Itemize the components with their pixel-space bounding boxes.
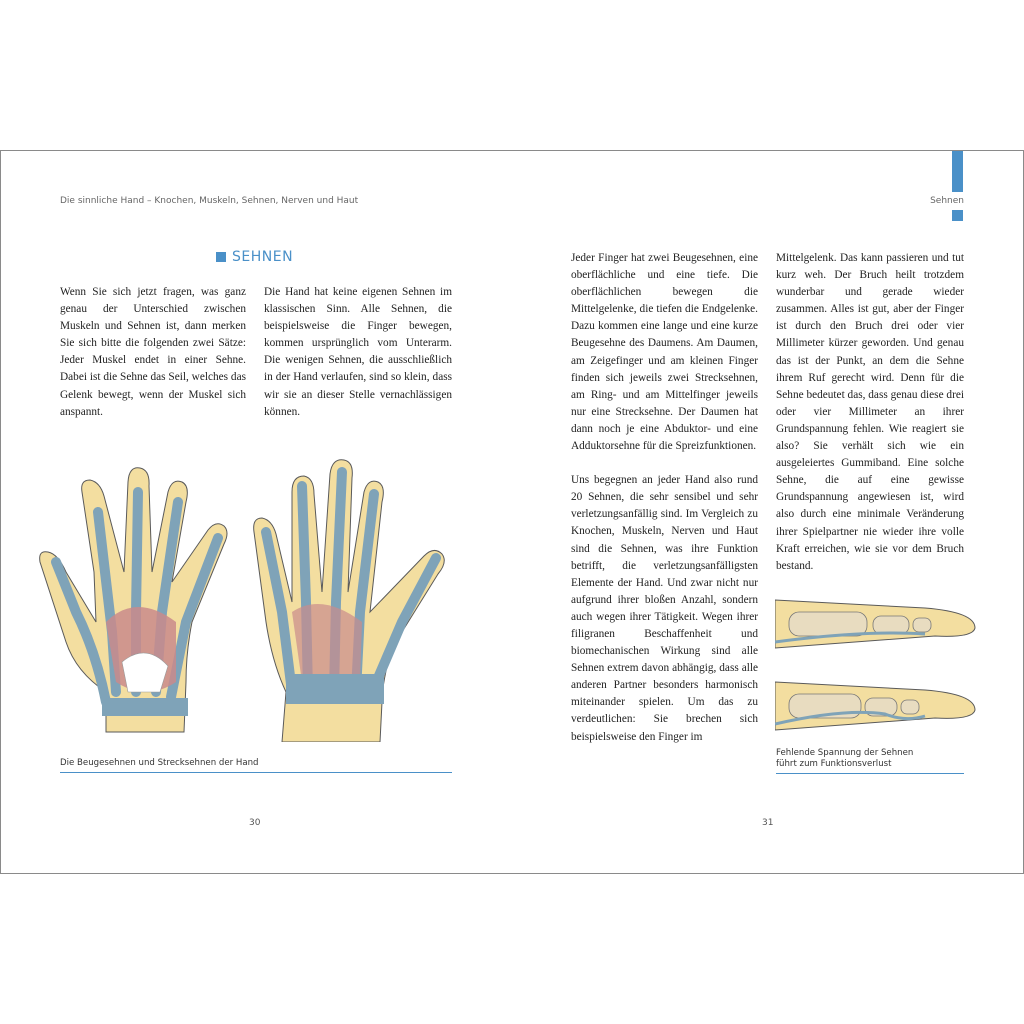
finger-tendon-illustration <box>775 590 977 740</box>
text-column-1 <box>60 284 246 421</box>
text-column-3 <box>571 250 758 746</box>
page-number-right: 31 <box>762 818 774 828</box>
figure-caption-fingers <box>776 748 964 770</box>
chapter-square-marker <box>952 210 963 221</box>
dorsal-view-hand <box>254 460 445 742</box>
paragraph: Die Hand hat keine eigenen Sehnen im klassischen Sinn. Alle Sehnen, die beispielsweise die Finger bewegen, kommen ursprünglich vom Unterarm. Die wenigen Sehnen, die ausschließlich in der Hand verlaufen, sind so klein, dass wir sie an dieser Stelle vernachlässigen können. <box>264 286 452 418</box>
section-square-icon <box>216 252 226 262</box>
paragraph: Jeder Finger hat zwei Beugesehnen, eine oberflächliche und eine tiefe. Die oberflächlichen bewegen die Mittelgelenke, die tiefen die Endgelenke. Dazu kommen eine lange und eine kurze Beugesehne des Daumens. Am Daumen, am Zeigefinger und am kleinen Finger finden sich jeweils zwei Strecksehnen, am Ring- und am Mittelfinger jeweils nur eine Strecksehne. Der Daumen hat dann noch je eine Abduktor- und eine Adduktorsehne für die Spreizfunktionen. <box>571 252 758 453</box>
caption-line: Fehlende Spannung der Sehnen <box>776 748 914 758</box>
paragraph: Uns begegnen an jeder Hand also rund 20 Sehnen, die sehr sensibel und sehr verletzungsanfällig sind. Im Vergleich zu Knochen, Muskeln, Nerven und Haut sind die Sehnen, was ihre Funktion betrifft, die verletzungsanfälligsten Elemente der Hand. Und zwar nicht nur aufgrund ihrer bloßen Anzahl, sondern auch wegen ihrer Tätigkeit. Wegen ihrer filigranen Beschaffenheit und biomechanischen Wirkung sind alle Sehnen extrem davon abhängig, dass alle anderen Partner besonders harmonisch miteinander spielen. Um das zu verdeutlichen: Sie brechen sich beispielsweise den Finger im <box>571 474 758 743</box>
palm-view-hand <box>40 468 227 732</box>
caption-rule-left <box>60 772 452 773</box>
figure-caption-hands: Die Beugesehnen und Strecksehnen der Hand <box>60 758 259 768</box>
text-column-2 <box>264 284 452 421</box>
running-head-left: Die sinnliche Hand – Knochen, Muskeln, Sehnen, Nerven und Haut <box>60 196 359 206</box>
section-title <box>216 249 293 265</box>
chapter-tab-marker <box>952 151 963 192</box>
section-title-text: SEHNEN <box>232 249 294 265</box>
finger-shortened <box>775 682 975 730</box>
hand-tendons-illustration <box>36 452 456 742</box>
page-number-left: 30 <box>249 818 261 828</box>
finger-normal <box>775 600 975 648</box>
caption-rule-right <box>776 773 964 774</box>
caption-line: führt zum Funktionsverlust <box>776 759 892 769</box>
text-column-4 <box>776 250 964 575</box>
paragraph: Mittelgelenk. Das kann passieren und tut kurz weh. Der Bruch heilt trotzdem wunderbar und gerade wieder zusammen. Alles ist gut, aber der Finger ist durch den Bruch drei oder vier Millimeter kürzer geworden. Und genau das ist der Punkt, an dem die Sehne ihrem Ruf gerecht wird. Denn für die Sehne bedeutet das, dass genau diese drei oder vier Millimeter an ihrer Grundspannung fehlen. Wie reagiert sie also? Sie verhält sich wie ein ausgeleiertes Gummiband. Eine solche Sehne, die auf eine gewisse Grundspannung angewiesen ist, wird also durch eine minimale Veränderung ihrer Spielpartner nie wieder ihre volle Kraft erreichen, wie sie vor dem Bruch bestand. <box>776 252 964 572</box>
paragraph: Wenn Sie sich jetzt fragen, was ganz genau der Unterschied zwischen Muskeln und Sehnen ist, dann merken Sie sich bitte die folgenden zwei Sätze: Jeder Muskel endet in einer Sehne. Dabei ist die Sehne das Seil, welches das Gelenk bewegt, wenn der Muskel sich anspannt. <box>60 286 246 418</box>
running-head-right: Sehnen <box>930 196 964 206</box>
